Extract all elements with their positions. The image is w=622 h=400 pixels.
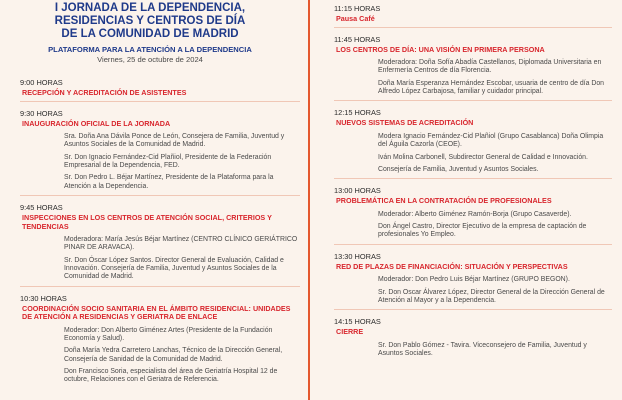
slot-separator <box>20 101 300 102</box>
slot-time: 13:00 HORAS <box>334 186 381 196</box>
agenda-slot <box>334 4 612 24</box>
speaker-list <box>20 236 300 281</box>
agenda-slot <box>20 203 300 282</box>
slot-time: 12:15 HORAS <box>334 108 381 118</box>
session-title: RED DE PLAZAS DE FINANCIACIÓN: SITUACIÓN Y PERSPECTIVAS <box>336 261 568 271</box>
slot-separator <box>20 195 300 196</box>
speaker-list <box>334 342 612 359</box>
agenda-slot <box>334 317 612 358</box>
speaker-list <box>20 327 300 385</box>
event-title-line: DE LA COMUNIDAD DE MADRID <box>61 28 239 40</box>
slot-time: 9:45 HORAS <box>20 202 63 212</box>
event-title-line: RESIDENCIAS Y CENTROS DE DÍA <box>54 15 246 27</box>
session-title: COORDINACIÓN SOCIO SANITARIA EN EL ÁMBITO RESIDENCIAL: UNIDADES DE ATENCIÓN A RESIDENCIAS Y GERIATRA DE ENLACE <box>22 303 291 322</box>
slot-time: 10:30 HORAS <box>20 293 67 303</box>
event-title <box>0 0 300 41</box>
session-title: NUEVOS SISTEMAS DE ACREDITACIÓN <box>336 118 474 128</box>
speaker-entry: Sr. Don Pedro L. Béjar Martínez, Presidente de la Plataforma para la Atención a la Dependencia. <box>64 174 274 190</box>
session-title: INSPECCIONES EN LOS CENTROS DE ATENCIÓN SOCIAL, CRITERIOS Y TENDENCIAS <box>22 212 272 231</box>
speaker-entry: Doña María Yedra Carretero Lanchas, Técnico de la Dirección General, Consejería de Sanidad de la Comunidad de Madrid. <box>64 347 283 363</box>
speaker-entry: Sr. Don Ignacio Fernández-Cid Plañiol, Presidente de la Federación Empresarial de la Dependencia, FED. <box>64 153 272 170</box>
agenda-slot <box>334 108 612 174</box>
agenda-slot <box>334 186 612 239</box>
agenda-slot <box>334 252 612 305</box>
slot-separator <box>20 286 300 287</box>
session-title: Pausa Café <box>336 14 375 23</box>
speaker-entry: Doña María Esperanza Hernández Escobar, usuaria de centro de día Don Alfredo López Carbajosa, familiar y cuidador principal. <box>378 79 604 96</box>
speaker-list <box>334 211 612 240</box>
column-divider <box>308 0 310 400</box>
agenda-slot <box>20 78 300 98</box>
session-title: CIERRE <box>336 327 364 337</box>
slot-separator <box>334 100 612 101</box>
speaker-entry: Sr. Don Oscar Álvarez López, Director General de la Dirección General de Atención al Mayor y a la Dependencia. <box>378 288 605 304</box>
speaker-entry: Moderadora: María Jesús Béjar Martínez (CENTRO CLÍNICO GERIÁTRICO PINAR DE ARAVACA). <box>64 236 298 252</box>
slot-time: 9:00 HORAS <box>20 78 63 87</box>
slot-separator <box>334 244 612 245</box>
slot-time: 14:15 HORAS <box>334 317 381 327</box>
left-program-column <box>20 78 300 389</box>
speaker-entry: Consejería de Familia, Juventud y Asuntos Sociales. <box>378 165 539 173</box>
session-title: LOS CENTROS DE DÍA: UNA VISIÓN EN PRIMERA PERSONA <box>336 44 545 54</box>
slot-time: 11:15 HORAS <box>334 4 381 13</box>
event-title-line: I JORNADA DE LA DEPENDENCIA, <box>54 2 246 14</box>
slot-time: 9:30 HORAS <box>20 108 63 118</box>
speaker-entry: Don Ángel Castro, Director Ejecutivo de la empresa de captación de profesionales Yo Empleo. <box>378 223 587 239</box>
right-program-column <box>334 4 612 362</box>
speaker-entry: Don Francisco Soria, especialista del área de Geriatría Hospital 12 de octubre, Relaciones con el Geriatra de Referencia. <box>64 368 278 384</box>
speaker-entry: Moderadora: Doña Sofía Abadía Castellanos, Diplomada Universitaria en Enfermería Centros de día Florencia. <box>378 59 602 75</box>
speaker-entry: Moderador: Don Alberto Giménez Artes (Presidente de la Fundación Economía y Salud). <box>64 326 273 343</box>
speaker-list <box>334 276 612 305</box>
slot-time: 13:30 HORAS <box>334 251 381 261</box>
speaker-entry: Moderador: Don Pedro Luis Béjar Martínez (GRUPO BEGON). <box>378 276 570 284</box>
agenda-slot <box>334 35 612 97</box>
speaker-entry: Modera Ignacio Fernández-Cid Plañiol (Grupo Casablanca) Doña Olimpia del Águila Cazorla (CEOE). <box>378 132 604 149</box>
speaker-entry: Sr. Don Óscar López Santos. Director General de Evaluación, Calidad e Innovación. Consejería de Familia, Juventud y Asuntos Sociales de la Comunidad de Madrid. <box>64 256 284 281</box>
speaker-entry: Sr. Don Pablo Gómez - Tavira. Viceconsejero de Familia, Juventud y Asuntos Sociales. <box>378 341 587 358</box>
event-date: Viernes, 25 de octubre de 2024 <box>97 55 203 64</box>
speaker-entry: Iván Molina Carbonell, Subdirector General de Calidad e Innovación. <box>378 153 588 161</box>
agenda-slot <box>20 294 300 385</box>
session-title: INAUGURACIÓN OFICIAL DE LA JORNADA <box>22 118 171 128</box>
slot-time: 11:45 HORAS <box>334 34 381 44</box>
speaker-list <box>20 133 300 191</box>
organizer-name: PLATAFORMA PARA LA ATENCIÓN A LA DEPENDENCIA <box>48 45 252 54</box>
speaker-entry: Moderador: Alberto Giménez Ramón-Borja (Grupo Casaverde). <box>378 210 572 218</box>
speaker-entry: Sra. Doña Ana Dávila Ponce de León, Consejera de Familia, Juventud y Asuntos Sociales de la Comunidad de Madrid. <box>64 133 285 149</box>
program-header <box>0 0 300 64</box>
slot-separator <box>334 309 612 310</box>
slot-separator <box>334 178 612 179</box>
speaker-list <box>334 59 612 96</box>
session-title: RECEPCIÓN Y ACREDITACIÓN DE ASISTENTES <box>22 88 187 97</box>
speaker-list <box>334 133 612 174</box>
slot-separator <box>334 27 612 28</box>
session-title: PROBLEMÁTICA EN LA CONTRATACIÓN DE PROFESIONALES <box>336 196 552 206</box>
agenda-slot <box>20 109 300 191</box>
